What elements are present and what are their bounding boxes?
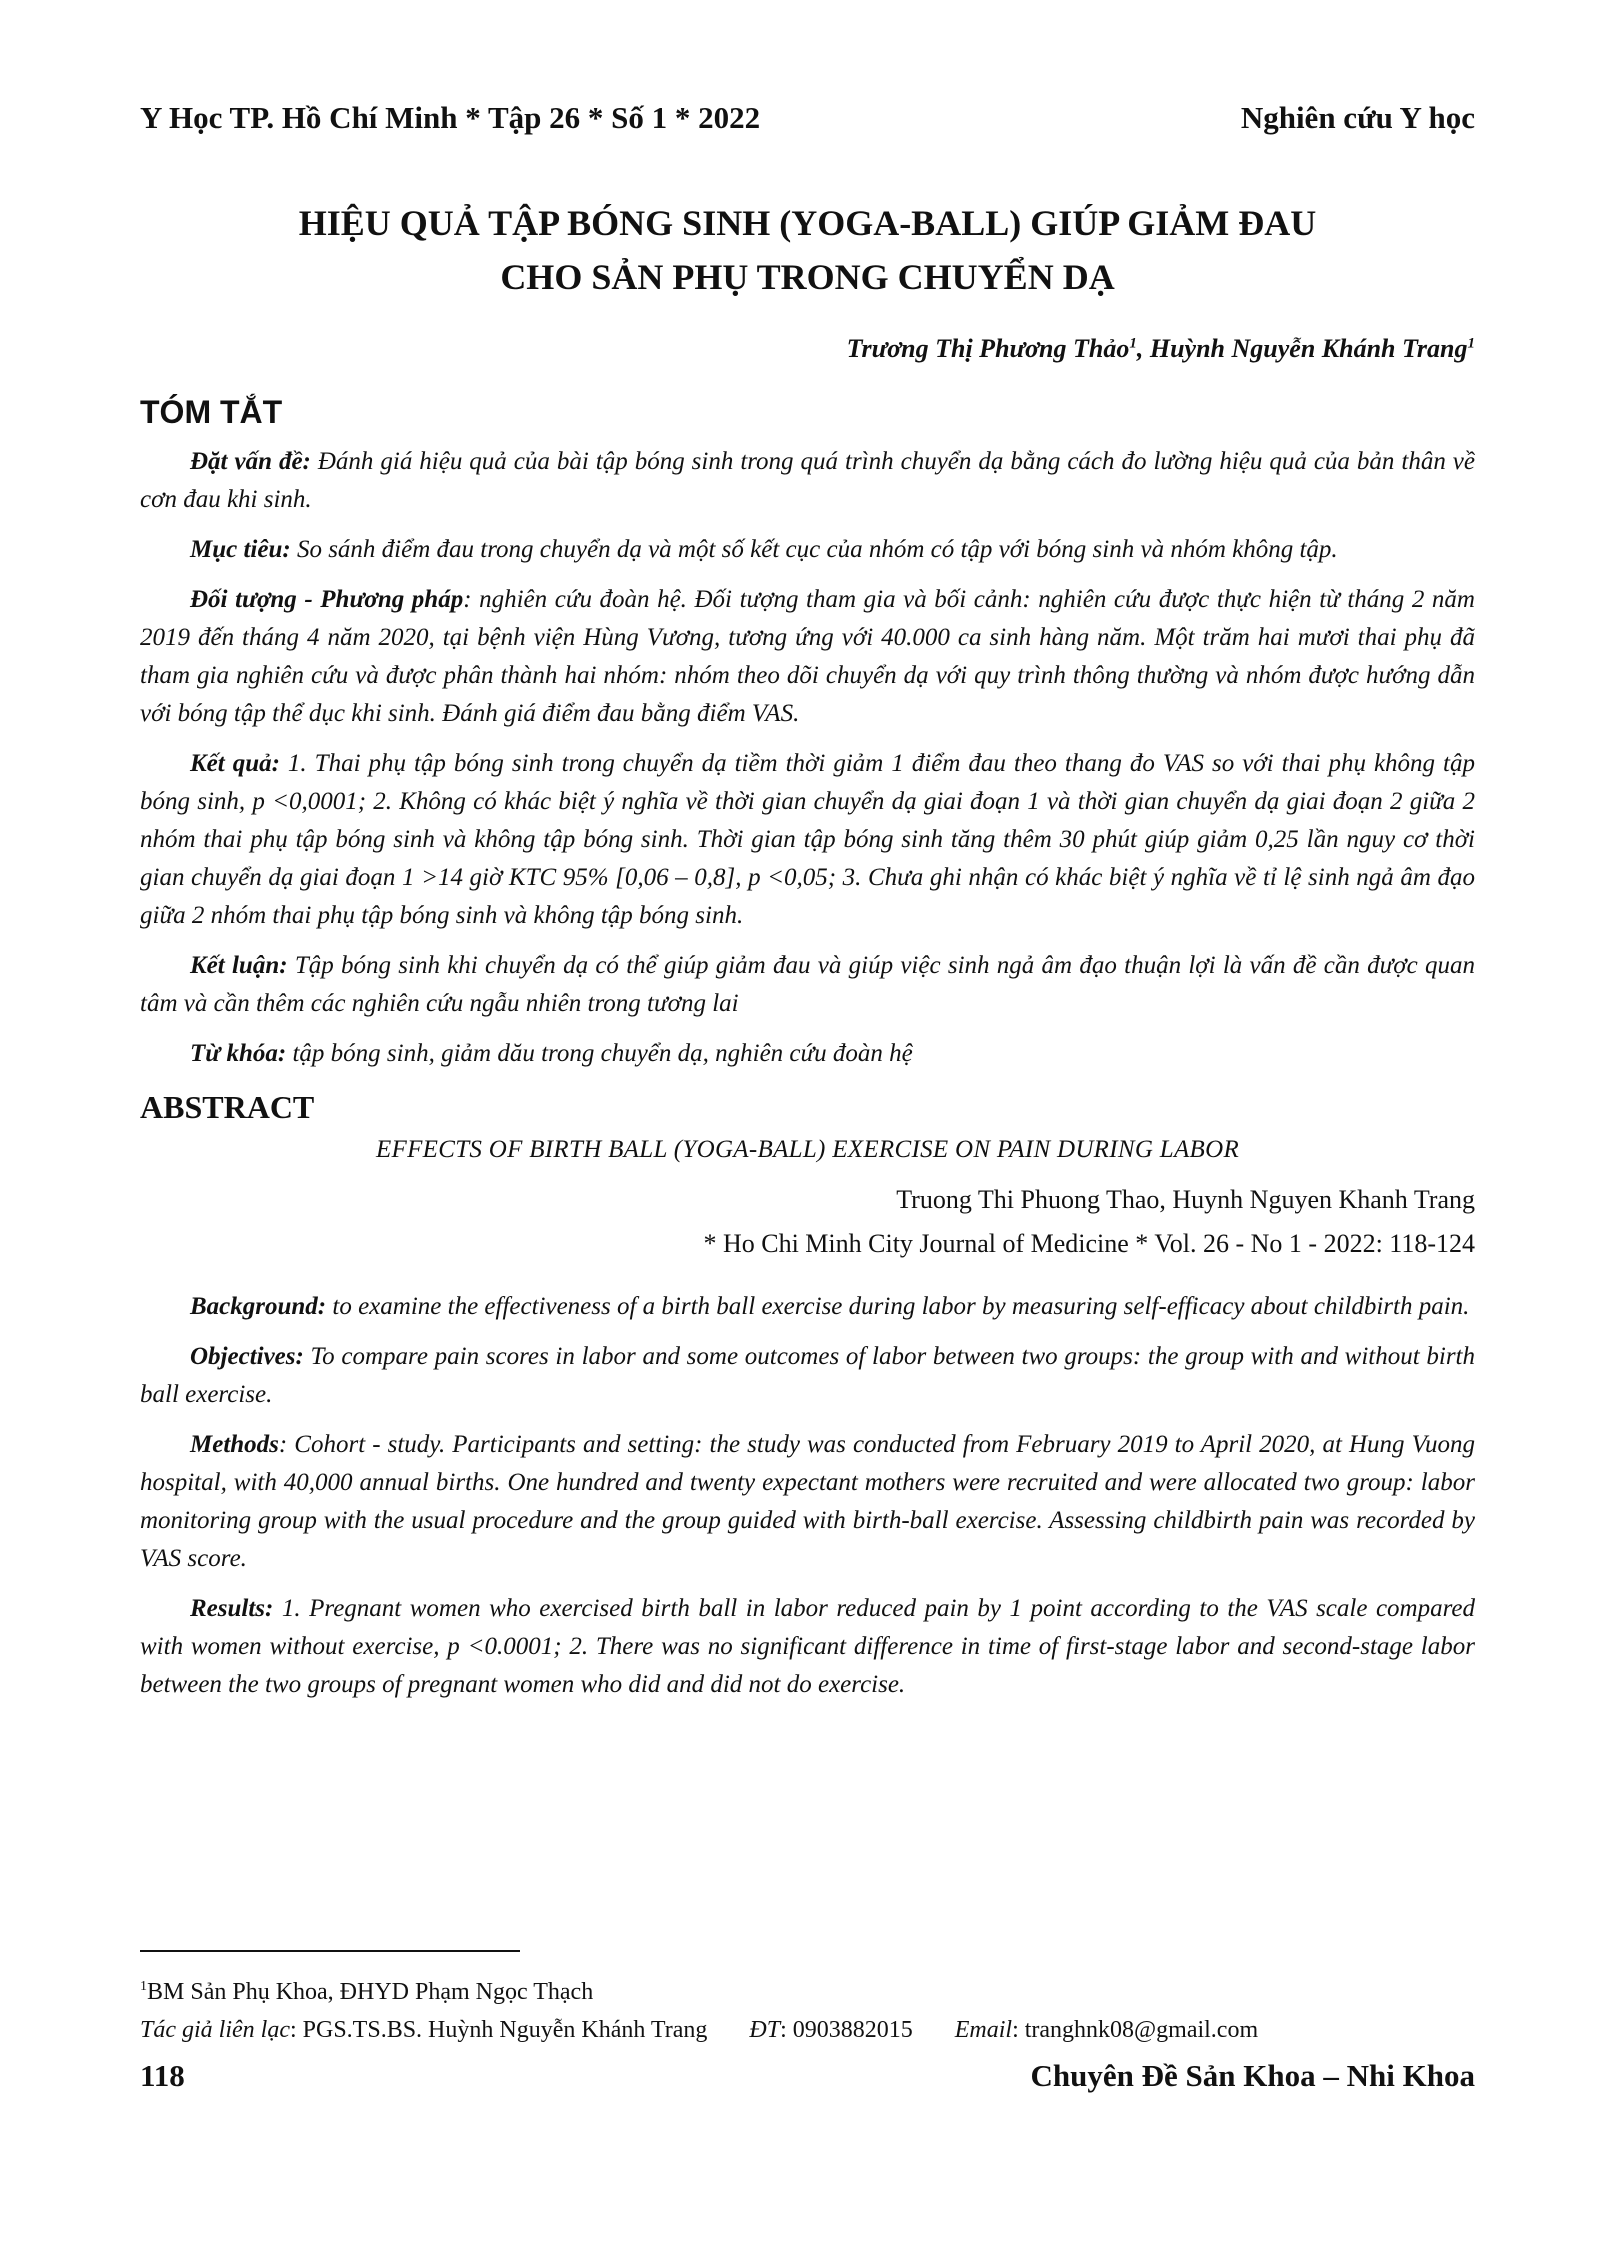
section-header: Nghiên cứu Y học xyxy=(1240,100,1475,135)
author-1-affil: 1 xyxy=(1129,335,1137,352)
vn-results-text: 1. Thai phụ tập bóng sinh trong chuyển dạ tiềm thời giảm 1 điểm đau theo thang đo VAS so với thai phụ không tập bóng sinh, p <0,0001; 2. Không có khác biệt ý nghĩa về thời gian chuyển dạ giai đoạn 1 và thời gian chuyển dạ giai đoạn 2 giữa 2 nhóm thai phụ tập bóng sinh và không tập bóng sinh. Thời gian tập bóng sinh tăng thêm 30 phút giúp giảm 0,25 lần nguy cơ thời gian chuyển dạ giai đoạn 1 >14 giờ KTC 95% [0,06 – 0,8], p <0,05; 3. Chưa ghi nhận có khác biệt ý nghĩa về tỉ lệ sinh ngả âm đạo giữa 2 nhóm thai phụ tập bóng sinh và không tập bóng sinh. xyxy=(140,750,1475,929)
vn-conclusion-text: Tập bóng sinh khi chuyển dạ có thể giúp giảm đau và giúp việc sinh ngả âm đạo thuận lợi là vấn đề cần được quan tâm và cần thêm các nghiên cứu ngẫu nhiên trong tương lai xyxy=(140,952,1475,1017)
affiliation-note xyxy=(140,1968,1475,2011)
journal-header: Y Học TP. Hồ Chí Minh * Tập 26 * Số 1 * 2022 xyxy=(140,100,761,135)
en-background-text: to examine the effectiveness of a birth ball exercise during labor by measuring self-efficacy about childbirth pain. xyxy=(326,1293,1470,1320)
vn-methods-text: : nghiên cứu đoàn hệ. Đối tượng tham gia và bối cảnh: nghiên cứu được thực hiện từ tháng 2 năm 2019 đến tháng 4 năm 2020, tại bệnh viện Hùng Vương, tương ứng với 40.000 ca sinh hàng năm. Một trăm hai mươi thai phụ đã tham gia nghiên cứu và được phân thành hai nhóm: nhóm theo dõi chuyển dạ với quy trình thông thường và nhóm được hướng dẫn với bóng tập thể dục khi sinh. Đánh giá điểm đau bằng điểm VAS. xyxy=(140,586,1475,727)
title-line-1: HIỆU QUẢ TẬP BÓNG SINH (YOGA-BALL) GIÚP GIẢM ĐAU xyxy=(298,203,1317,243)
en-results-text: 1. Pregnant women who exercised birth ball in labor reduced pain by 1 point according to the VAS scale compared with women without exercise, p <0.0001; 2. There was no significant difference in time of first-stage labor and second-stage labor between the two groups of pregnant women who did and did not do exercise. xyxy=(140,1595,1475,1698)
author-2-affil: 1 xyxy=(1467,335,1475,352)
vn-objectives-text: So sánh điểm đau trong chuyển dạ và một số kết cục của nhóm có tập với bóng sinh và nhóm không tập. xyxy=(290,536,1338,563)
author-list xyxy=(140,334,1475,364)
en-background-label: Background: xyxy=(190,1293,327,1320)
article-page xyxy=(140,100,1475,1716)
running-header xyxy=(140,100,1475,146)
en-methods-label: Methods xyxy=(190,1431,279,1458)
en-results-label: Results: xyxy=(190,1595,274,1622)
email-label: Email xyxy=(954,2017,1013,2043)
footnote-divider xyxy=(140,1950,520,1952)
en-author-list: Truong Thi Phuong Thao, Huynh Nguyen Khanh Trang xyxy=(896,1185,1475,1214)
page-number: 118 xyxy=(140,2058,185,2093)
vn-abstract-heading: TÓM TẮT xyxy=(140,394,283,430)
contact-note xyxy=(140,2011,1475,2049)
author-separator: , xyxy=(1136,334,1150,363)
en-objectives-label: Objectives: xyxy=(190,1343,304,1370)
en-article-title: EFFECTS OF BIRTH BALL (YOGA-BALL) EXERCISE ON PAIN DURING LABOR xyxy=(375,1136,1240,1163)
phone-number: : 0903882015 xyxy=(780,2017,913,2043)
vn-background-label: Đặt vấn đề: xyxy=(190,448,311,475)
vn-methods-label: Đối tượng - Phương pháp xyxy=(190,586,464,613)
page-footer xyxy=(140,2058,1475,2094)
article-title xyxy=(140,196,1475,304)
en-abstract-heading: ABSTRACT xyxy=(140,1089,315,1125)
vn-background xyxy=(140,443,1475,519)
vn-keywords-text: tập bóng sinh, giảm dău trong chuyển dạ, nghiên cứu đoàn hệ xyxy=(286,1040,913,1067)
en-citation: * Ho Chi Minh City Journal of Medicine * Vol. 26 - No 1 - 2022: 118-124 xyxy=(703,1229,1475,1258)
affiliation-text: BM Sản Phụ Khoa, ĐHYD Phạm Ngọc Thạch xyxy=(147,1979,594,2005)
phone-label: ĐT xyxy=(749,2017,781,2043)
en-methods-text: : Cohort - study. Participants and setting: the study was conducted from February 2019 to April 2020, at Hung Vuong hospital, with 40,000 annual births. One hundred and twenty expectant mothers were recruited and were allocated two group: labor monitoring group with the usual procedure and the group guided with birth-ball exercise. Assessing childbirth pain was recorded by VAS score. xyxy=(140,1431,1475,1572)
vn-objectives xyxy=(140,531,1475,569)
vn-keywords-label: Từ khóa: xyxy=(190,1040,287,1067)
en-objectives xyxy=(140,1338,1475,1414)
vn-methods xyxy=(140,581,1475,733)
en-methods xyxy=(140,1426,1475,1578)
author-2: Huỳnh Nguyễn Khánh Trang xyxy=(1149,334,1468,363)
en-objectives-text: To compare pain scores in labor and some outcomes of labor between two groups: the group with and without birth ball exercise. xyxy=(140,1343,1475,1408)
vn-conclusion xyxy=(140,947,1475,1023)
vn-conclusion-label: Kết luận: xyxy=(190,952,288,979)
footnotes xyxy=(140,1968,1475,2049)
contact-label: Tác giả liên lạc xyxy=(140,2017,290,2043)
author-1: Trương Thị Phương Thảo xyxy=(846,334,1130,363)
vn-keywords xyxy=(140,1035,1475,1073)
vn-results-label: Kết quả: xyxy=(190,750,280,777)
en-background xyxy=(140,1288,1475,1326)
vn-objectives-label: Mục tiêu: xyxy=(190,536,291,563)
vn-background-text: Đánh giá hiệu quả của bài tập bóng sinh trong quá trình chuyển dạ bằng cách đo lường hiệu quả của bản thân về cơn đau khi sinh. xyxy=(140,448,1475,513)
contact-name: : PGS.TS.BS. Huỳnh Nguyễn Khánh Trang xyxy=(289,2017,708,2043)
email-address[interactable]: : tranghnk08@gmail.com xyxy=(1012,2017,1259,2043)
en-results xyxy=(140,1590,1475,1704)
vn-results xyxy=(140,745,1475,935)
title-line-2: CHO SẢN PHỤ TRONG CHUYỂN DẠ xyxy=(500,257,1115,297)
affiliation-marker: 1 xyxy=(140,1979,147,1994)
footer-section: Chuyên Đề Sản Khoa – Nhi Khoa xyxy=(1030,2058,1475,2093)
